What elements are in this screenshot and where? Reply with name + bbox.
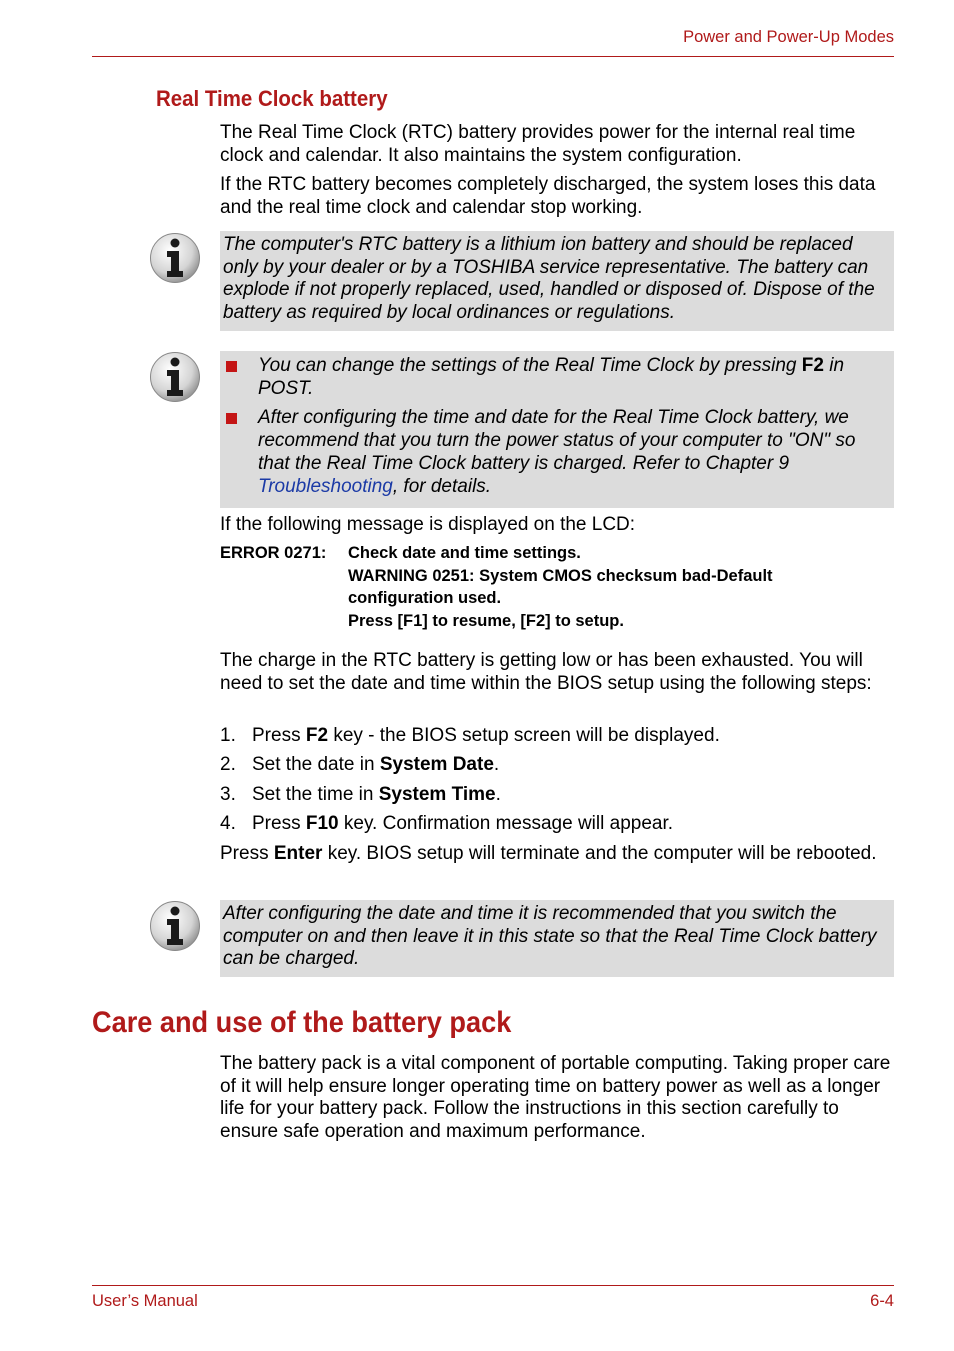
bullet-item: You can change the settings of the Real Time Clock by pressing F2 in POST. [223,355,888,400]
info-icon [149,351,201,403]
error-line: Check date and time settings. [348,544,581,562]
step-item: 2. Set the date in System Date. [220,754,500,775]
charge-paragraph: The charge in the RTC battery is getting low or has been exhausted. You will need to set the date and time within the BIOS setup using the following steps: [220,650,872,694]
header-rule [92,56,894,57]
error-line: configuration used. [348,589,502,608]
troubleshooting-link[interactable]: Troubleshooting [258,475,393,497]
bullet-square-icon [226,361,237,372]
footer-page-number: 6-4 [870,1292,894,1310]
error-label: ERROR 0271: [220,544,327,562]
bullet-square-icon [226,413,237,424]
enter-paragraph: Press Enter key. BIOS setup will terminate and the computer will be rebooted. [220,843,877,864]
section-heading-rtc: Real Time Clock battery [156,86,388,111]
step-item: 3. Set the time in System Time. [220,784,501,805]
footer-manual-title: User’s Manual [92,1292,198,1310]
step-item: 4. Press F10 key. Confirmation message will appear. [220,813,674,834]
bullet-item: After configuring the time and date for the Real Time Clock battery, we recommend that you turn the power status of your computer to "ON" so that the Real Time Clock battery is charged. Refer to Chapter 9 Troubleshooting, for details. [223,407,888,498]
lcd-intro: If the following message is displayed on the LCD: [220,514,636,535]
note-box-rtc-settings [220,351,894,508]
section-heading-care: Care and use of the battery pack [92,1006,512,1039]
note-box-charge [220,900,894,977]
info-icon [149,900,201,952]
step-item: 1. Press F2 key - the BIOS setup screen will be displayed. [220,725,720,746]
rtc-paragraph-1: The Real Time Clock (RTC) battery provides power for the internal real time clock and calendar. It also maintains the system configuration. [220,122,856,166]
info-icon [149,232,201,284]
note-text: After configuring the date and time it is recommended that you switch the computer on and then leave it in this state so that the Real Time Clock battery can be charged. [223,903,877,970]
care-paragraph: The battery pack is a vital component of portable computing. Taking proper care of it will help ensure longer operating time on battery power as well as a longer life for your battery pack. Follow the instructions in this section carefully to ensure safe operation and maximum performance. [220,1053,891,1143]
note-text: The computer's RTC battery is a lithium ion battery and should be replaced only by your dealer or by a TOSHIBA service representative. The battery can explode if not properly replaced, used, handled or disposed of. Dispose of the battery as required by local ordinances or regulations. [223,234,875,324]
rtc-paragraph-2: If the RTC battery becomes completely discharged, the system loses this data and the real time clock and calendar stop working. [220,174,876,218]
footer-rule [92,1285,894,1286]
note-box-rtc-lithium [220,231,894,331]
error-line: WARNING 0251: System CMOS checksum bad-Default [348,566,773,585]
running-header: Power and Power-Up Modes [683,28,894,46]
error-line: Press [F1] to resume, [F2] to setup. [348,612,624,631]
